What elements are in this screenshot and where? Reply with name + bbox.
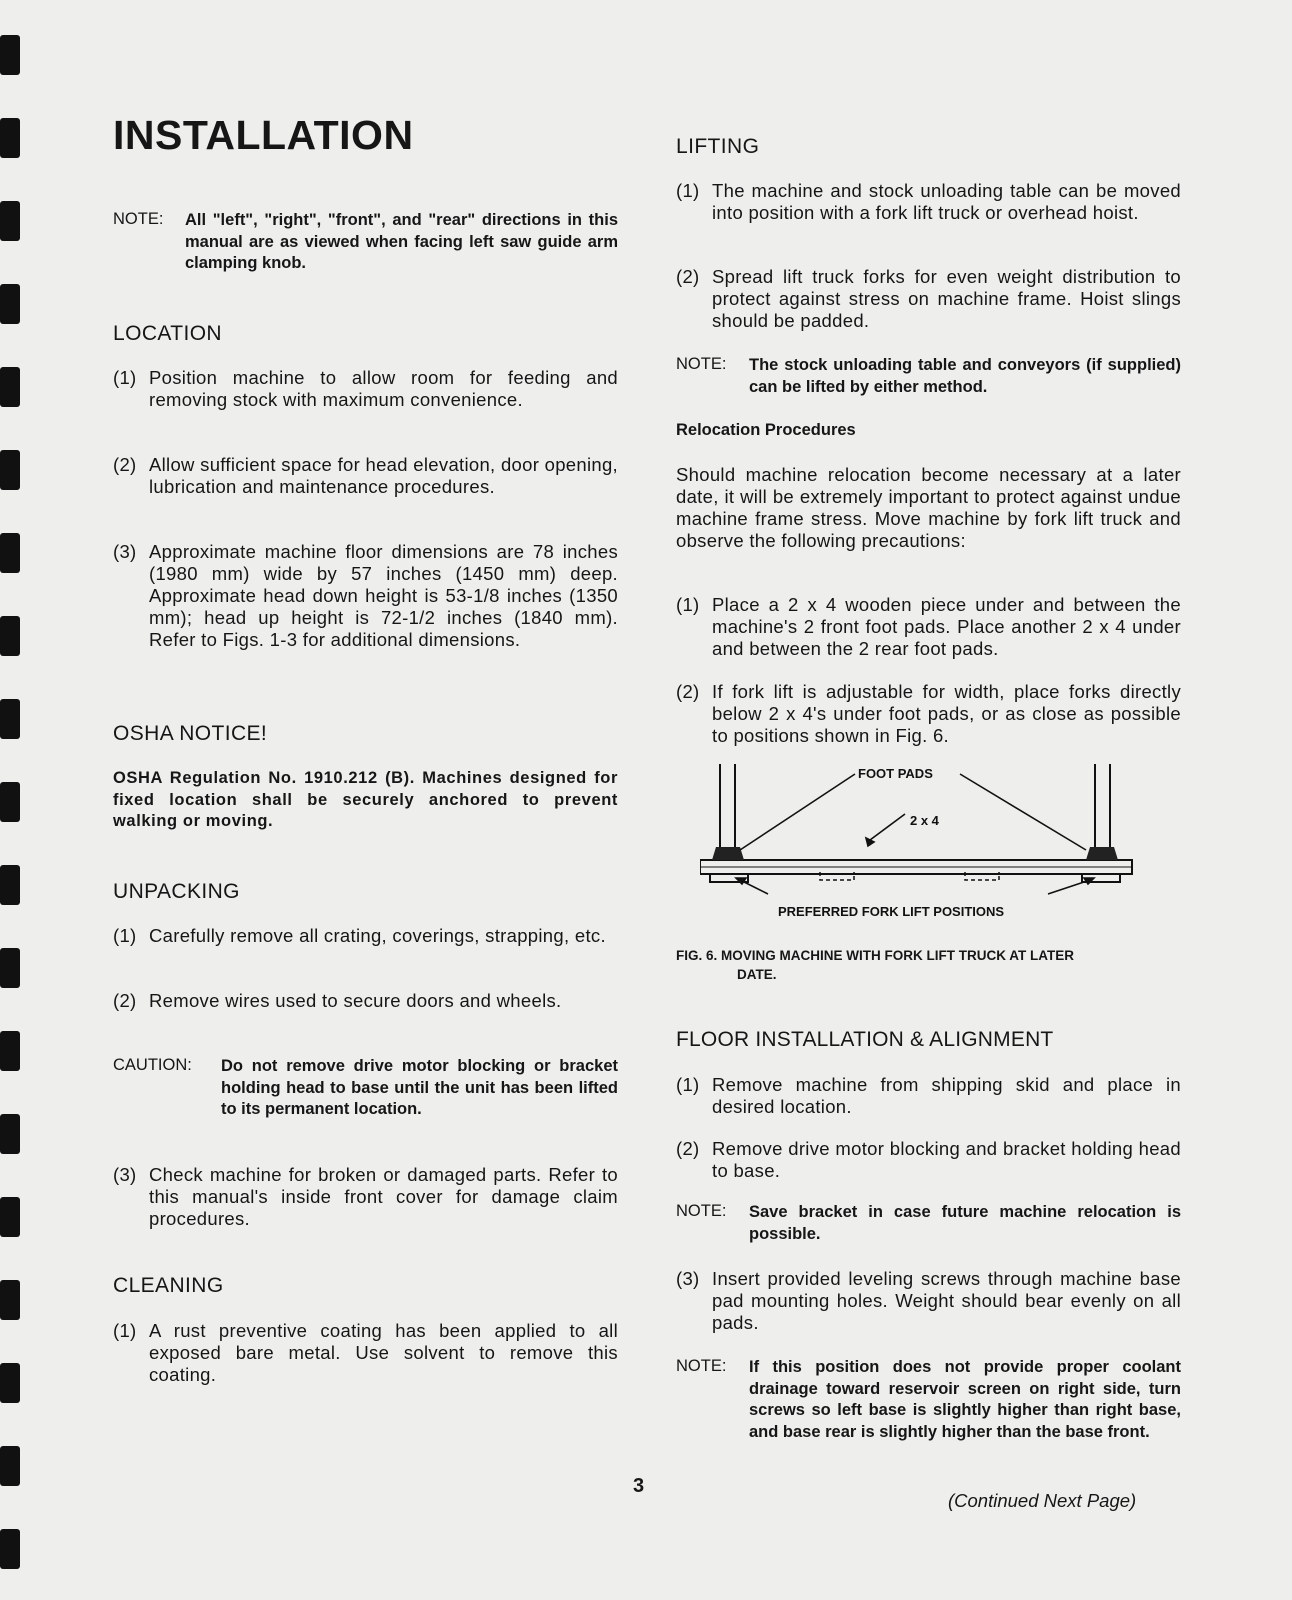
item-text: Approximate machine floor dimensions are 78 inches (1980 mm) wide by 57 inches (1450 mm) deep. Approximate head down height is 53-1/8 inches (1350 mm); head up height is 72-1/2 inches (1840 mm). Refer to Figs. 1-3 for additional dimensions. — [149, 541, 618, 650]
note-text: If this position does not provide proper coolant drainage toward reservoir screen on right side, turn screws so left base is slightly higher than right base, and base rear is slightly higher than the base front. — [749, 1358, 1181, 1441]
arrow-2x4 — [866, 838, 874, 846]
note-label: NOTE: — [676, 1357, 727, 1375]
leader-fork-right — [1048, 880, 1090, 894]
item-text: Remove drive motor blocking and bracket holding head to base. — [712, 1138, 1181, 1181]
floor-heading: FLOOR INSTALLATION & ALIGNMENT — [676, 1028, 1054, 1051]
floor-item-2 — [676, 1138, 1181, 1182]
item-text: Position machine to allow room for feeding and removing stock with maximum convenience. — [149, 367, 618, 410]
unpacking-item-2 — [113, 990, 618, 1012]
item-number: (3) — [676, 1268, 700, 1289]
note-label: NOTE: — [676, 1202, 727, 1220]
lifting-item-1 — [676, 180, 1181, 224]
leader-foot-right — [960, 774, 1086, 850]
caption-line-2: DATE. — [737, 967, 777, 982]
item-number: (1) — [676, 1074, 700, 1095]
item-number: (1) — [676, 180, 700, 201]
item-text: Remove wires used to secure doors and wheels. — [149, 990, 562, 1011]
location-item-1 — [113, 367, 618, 411]
caution-text: Do not remove drive motor blocking or bracket holding head to base until the unit has been lifted to its permanent location. — [221, 1057, 618, 1118]
lifting-heading: LIFTING — [676, 135, 760, 158]
floor-item-3 — [676, 1268, 1181, 1334]
fork-lift-diagram — [700, 762, 1150, 924]
spiral-binding — [0, 0, 30, 1600]
continued-next-page: (Continued Next Page) — [948, 1490, 1137, 1511]
item-number: (2) — [676, 1138, 700, 1159]
label-2x4: 2 x 4 — [910, 813, 939, 828]
item-number: (1) — [113, 925, 137, 946]
item-text: The machine and stock unloading table can be moved into position with a fork lift truck or overhead hoist. — [712, 180, 1181, 223]
caution-note — [113, 1056, 618, 1121]
item-text: A rust preventive coating has been applied to all exposed bare metal. Use solvent to remove this coating. — [149, 1320, 618, 1385]
unpacking-item-3 — [113, 1164, 618, 1230]
item-text: Remove machine from shipping skid and place in desired location. — [712, 1074, 1181, 1117]
note-text: All "left", "right", "front", and "rear" directions in this manual are as viewed when facing left saw guide arm clamping knob. — [185, 211, 618, 272]
item-text: Spread lift truck forks for even weight distribution to protect against stress on machine frame. Hoist slings should be padded. — [712, 266, 1181, 331]
cleaning-heading: CLEANING — [113, 1274, 224, 1297]
item-text: Carefully remove all crating, coverings, strapping, etc. — [149, 925, 606, 946]
osha-text: OSHA Regulation No. 1910.212 (B). Machines designed for fixed location shall be securely anchored to prevent walking or moving. — [113, 769, 618, 830]
location-heading: LOCATION — [113, 322, 222, 345]
leader-foot-left — [740, 774, 855, 850]
relocation-item-1 — [676, 594, 1181, 660]
label-foot-pads: FOOT PADS — [858, 766, 933, 781]
caption-line-1: FIG. 6. MOVING MACHINE WITH FORK LIFT TRUCK AT LATER — [676, 948, 1074, 963]
note-text: The stock unloading table and conveyors (if supplied) can be lifted by either method. — [749, 356, 1181, 396]
item-text: If fork lift is adjustable for width, place forks directly below 2 x 4's under foot pads, or as close as possible to positions shown in Fig. 6. — [712, 681, 1181, 746]
item-number: (3) — [113, 1164, 137, 1185]
relocation-heading: Relocation Procedures — [676, 421, 856, 439]
page-number: 3 — [633, 1475, 645, 1497]
unpacking-item-1 — [113, 925, 618, 947]
foot-pad-left — [712, 847, 744, 860]
item-text: Check machine for broken or damaged parts. Refer to this manual's inside front cover for damage claim procedures. — [149, 1164, 618, 1229]
lifting-item-2 — [676, 266, 1181, 332]
item-number: (1) — [113, 367, 137, 388]
unpacking-heading: UNPACKING — [113, 880, 240, 903]
caution-label: CAUTION: — [113, 1056, 192, 1074]
osha-heading: OSHA NOTICE! — [113, 722, 268, 745]
note-label: NOTE: — [113, 210, 164, 228]
relocation-item-2 — [676, 681, 1181, 747]
lifting-note — [676, 355, 1181, 398]
relocation-intro: Should machine relocation become necessary at a later date, it will be extremely important to protect against undue machine frame stress. Move machine by fork lift truck and observe the following precautions: — [676, 464, 1181, 551]
item-number: (3) — [113, 541, 137, 562]
item-number: (2) — [676, 266, 700, 287]
item-text: Insert provided leveling screws through machine base pad mounting holes. Weight should bear evenly on all pads. — [712, 1268, 1181, 1333]
figure-caption — [676, 946, 1181, 984]
item-number: (1) — [676, 594, 700, 615]
leader-2x4 — [870, 814, 905, 840]
item-number: (1) — [113, 1320, 137, 1341]
cleaning-item-1 — [113, 1320, 618, 1386]
foot-pad-right — [1086, 847, 1118, 860]
item-text: Place a 2 x 4 wooden piece under and between the machine's 2 front foot pads. Place another 2 x 4 under and between the 2 rear foot pads. — [712, 594, 1181, 659]
item-number: (2) — [676, 681, 700, 702]
location-item-3 — [113, 541, 618, 651]
floor-note-1 — [676, 1202, 1181, 1245]
note-label: NOTE: — [676, 355, 727, 373]
item-number: (2) — [113, 454, 137, 475]
item-text: Allow sufficient space for head elevation, door opening, lubrication and maintenance procedures. — [149, 454, 618, 497]
floor-note-2 — [676, 1357, 1181, 1443]
location-item-2 — [113, 454, 618, 498]
intro-note — [113, 210, 618, 275]
page-title: INSTALLATION — [113, 112, 414, 158]
item-number: (2) — [113, 990, 137, 1011]
label-fork-positions: PREFERRED FORK LIFT POSITIONS — [778, 904, 1005, 919]
note-text: Save bracket in case future machine relocation is possible. — [749, 1203, 1181, 1243]
floor-item-1 — [676, 1074, 1181, 1118]
